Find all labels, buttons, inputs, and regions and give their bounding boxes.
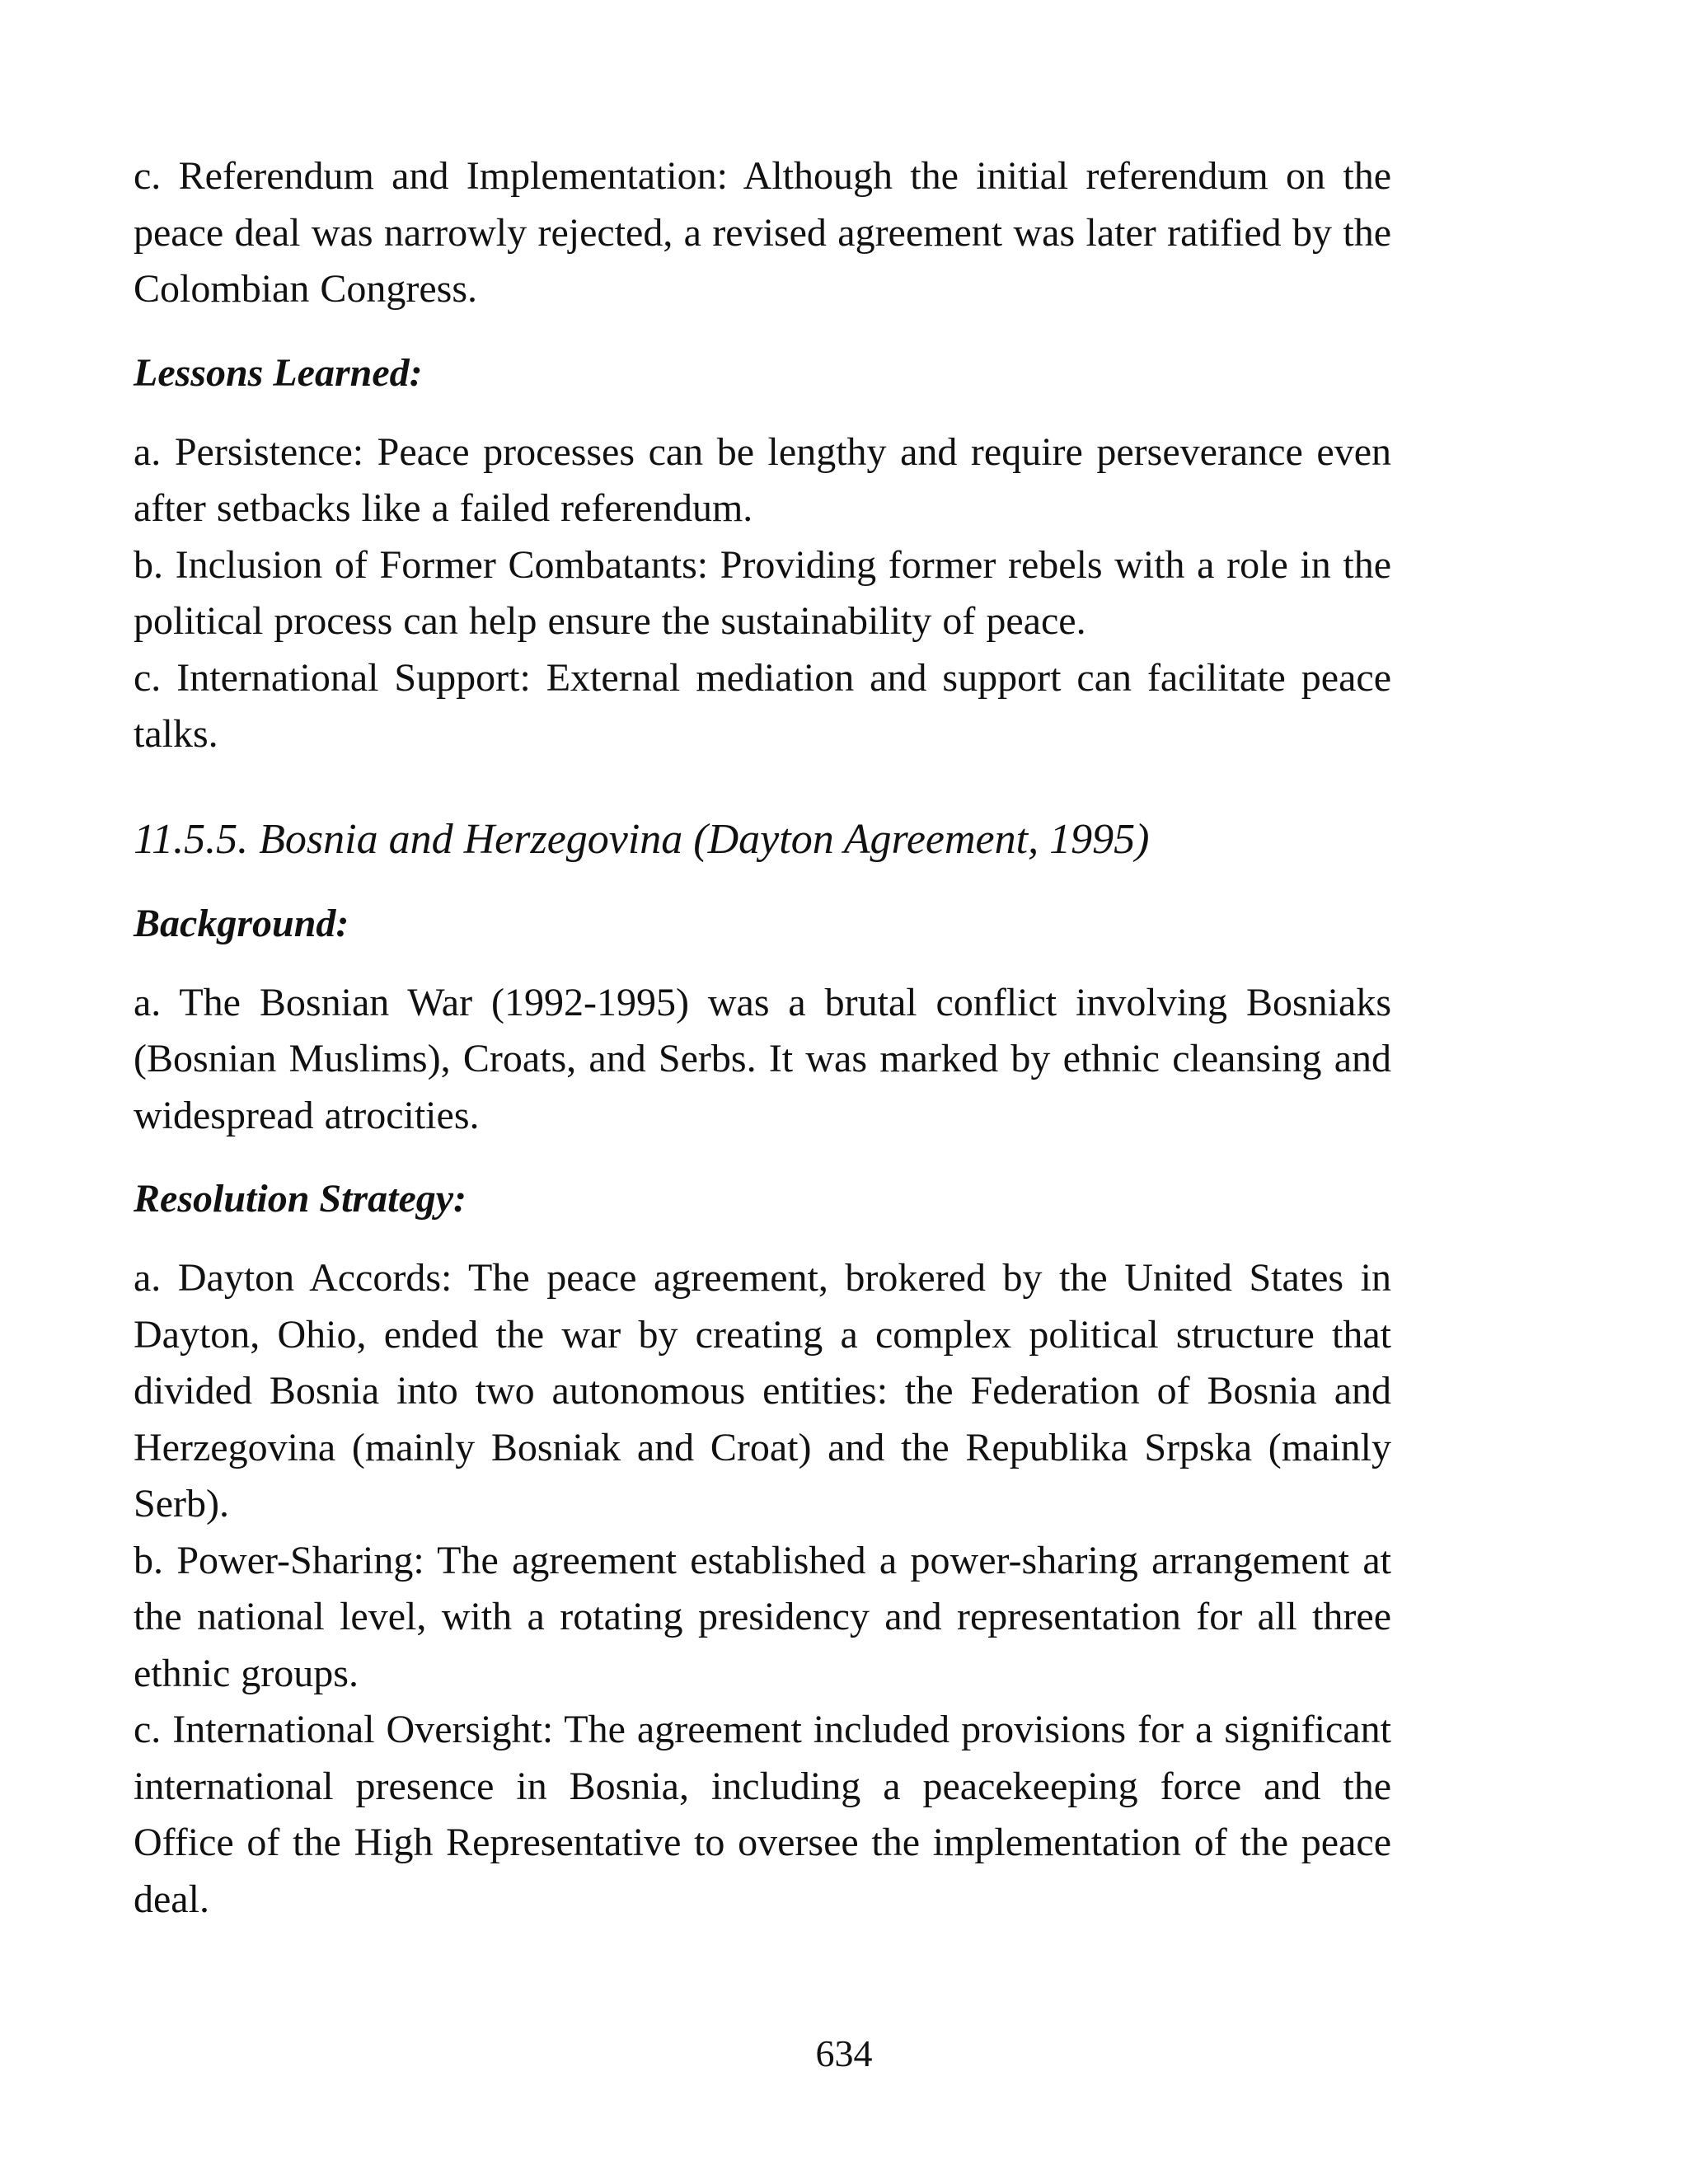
referendum-paragraph: c. Referendum and Implementation: Although the initial referendum on the peace deal was narrowly rejected, a revised agreement was later ratified by the Colombian Congress. bbox=[134, 154, 1391, 311]
lesson-inclusion: b. Inclusion of Former Combatants: Providing former rebels with a role in the political process can help ensure the sustainability of peace. bbox=[134, 542, 1391, 643]
section-title-bosnia: 11.5.5. Bosnia and Herzegovina (Dayton Agreement, 1995) bbox=[134, 815, 1150, 863]
strategy-international-oversight: c. International Oversight: The agreement included provisions for a significant international presence in Bosnia, including a peacekeeping force and the Office of the High Representative to oversee the implementation of the peace deal. bbox=[134, 1708, 1391, 1921]
page-number: 634 bbox=[815, 2032, 873, 2074]
lesson-persistence: a. Persistence: Peace processes can be lengthy and require perseverance even after setbacks like a failed referendum. bbox=[134, 429, 1391, 530]
page-content bbox=[134, 148, 1391, 1928]
lesson-international-support: c. International Support: External mediation and support can facilitate peace talks. bbox=[134, 655, 1391, 756]
strategy-power-sharing: b. Power-Sharing: The agreement established a power-sharing arrangement at the national level, with a rotating presidency and representation for all three ethnic groups. bbox=[134, 1538, 1391, 1695]
strategy-dayton-accords: a. Dayton Accords: The peace agreement, brokered by the United States in Dayton, Ohio, ended the war by creating a complex political structure that divided Bosnia into two autonomous entities: the Federation of Bosnia and Herzegovina (mainly Bosniak and Croat) and the Republika Srpska (mainly Serb). bbox=[134, 1256, 1391, 1526]
resolution-strategy-heading: Resolution Strategy: bbox=[134, 1177, 467, 1221]
background-paragraph: a. The Bosnian War (1992-1995) was a brutal conflict involving Bosniaks (Bosnian Muslims), Croats, and Serbs. It was marked by ethnic cleansing and widespread atrocities. bbox=[134, 980, 1391, 1137]
background-heading: Background: bbox=[134, 901, 349, 945]
lessons-learned-heading: Lessons Learned: bbox=[134, 350, 423, 395]
